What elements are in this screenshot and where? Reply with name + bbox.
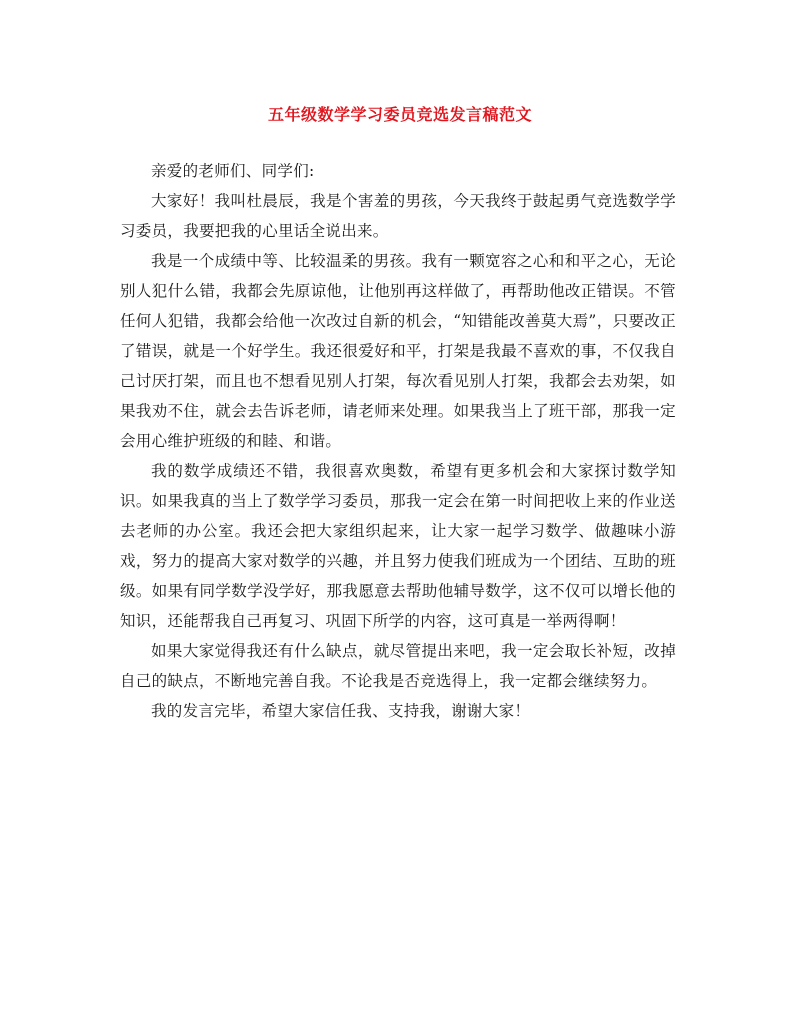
document-title: 五年级数学学习委员竞选发言稿范文 [267,105,532,124]
document-body [120,156,676,726]
paragraph-1: 大家好！我叫杜晨辰，我是个害羞的男孩，今天我终于鼓起勇气竞选数学学习委员，我要把我的心里话全说出来。 [120,192,676,240]
paragraph-4: 如果大家觉得我还有什么缺点，就尽管提出来吧，我一定会取长补短，改掉自己的缺点，不断地完善自我。不论我是否竞选得上，我一定都会继续努力。 [120,642,676,690]
paragraph-5: 我的发言完毕，希望大家信任我、支持我，谢谢大家！ [151,702,531,720]
paragraph-3: 我的数学成绩还不错，我很喜欢奥数，希望有更多机会和大家探讨数学知识。如果我真的当上了数学学习委员，那我一定会在第一时间把收上来的作业送去老师的办公室。我还会把大家组织起来，让大家一起学习数学、做趣味小游戏，努力的提高大家对数学的兴趣，并且努力使我们班成为一个团结、互助的班级。如果有同学数学没学好，那我愿意去帮助他辅导数学，这不仅可以增长他的知识，还能帮我自己再复习、巩固下所学的内容，这可真是一举两得啊！ [120,462,676,630]
greeting: 亲爱的老师们、同学们: [151,162,315,180]
paragraph-2: 我是一个成绩中等、比较温柔的男孩。我有一颗宽容之心和和平之心，无论别人犯什么错，我都会先原谅他，让他别再这样做了，再帮助他改正错误。不管任何人犯错，我都会给他一次改过自新的机会，“知错能改善莫大焉”，只要改正了错误，就是一个好学生。我还很爱好和平，打架是我最不喜欢的事，不仅我自己讨厌打架，而且也不想看见别人打架，每次看见别人打架，我都会去劝架，如果我劝不住，就会去告诉老师，请老师来处理。如果我当上了班干部，那我一定会用心维护班级的和睦、和谐。 [120,252,676,450]
